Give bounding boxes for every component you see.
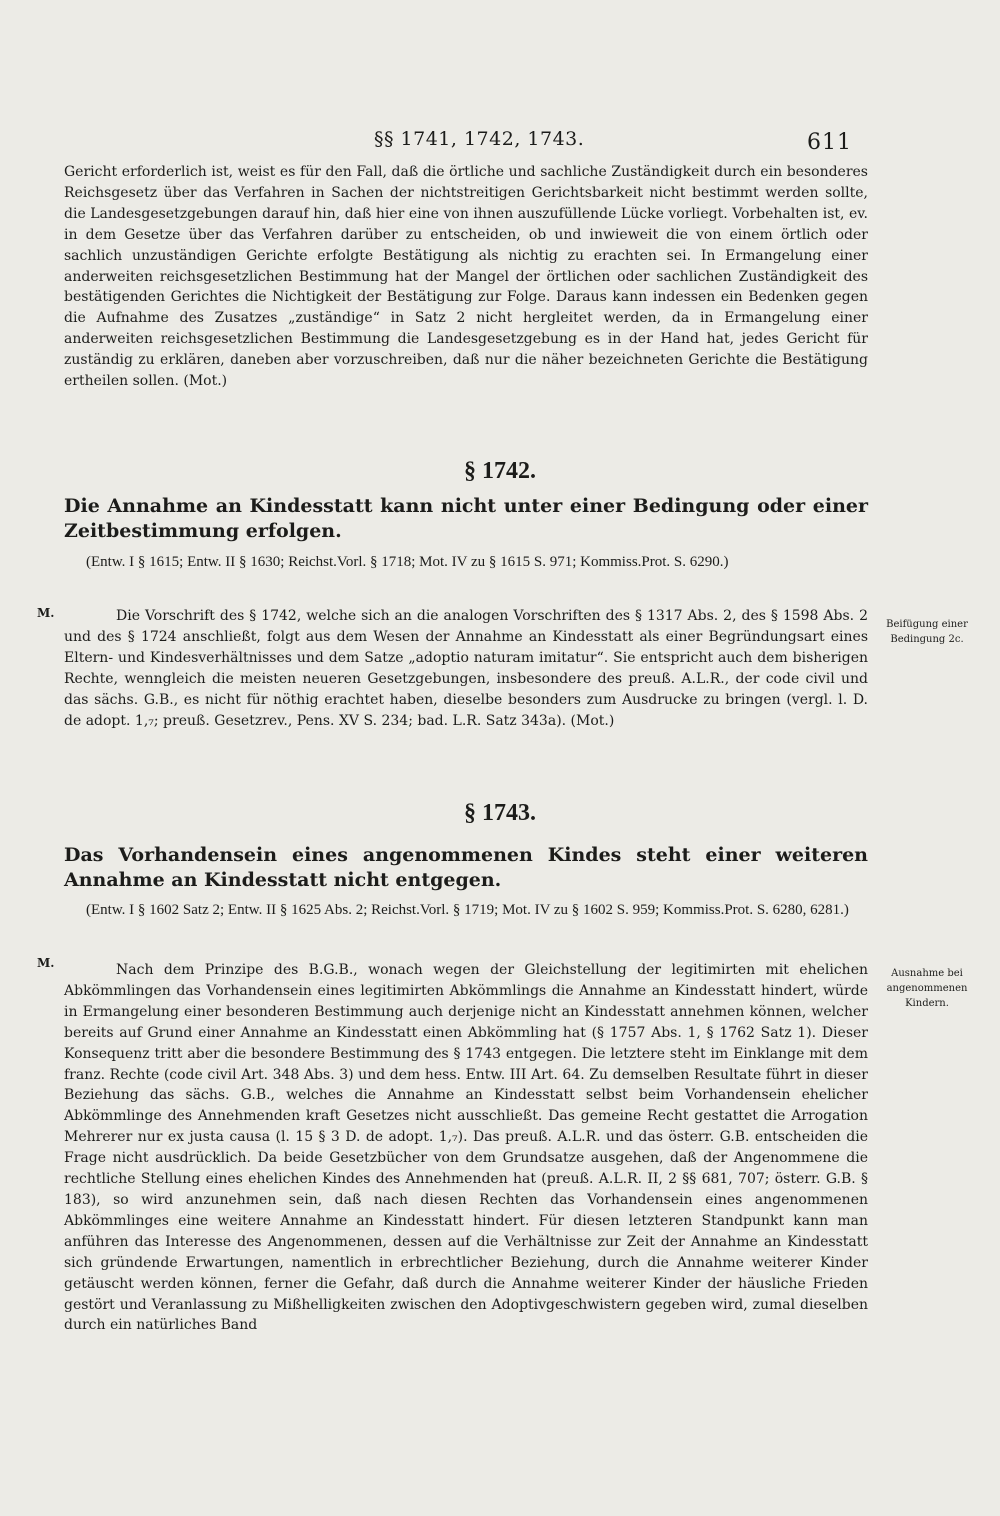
page-header [0, 122, 1000, 158]
section-1742-heading: § 1742. [464, 458, 536, 484]
margin-note-line: Kindern. [905, 998, 949, 1009]
margin-note-line: Ausnahme bei [891, 968, 963, 979]
page-number: 611 [807, 130, 852, 155]
margin-note-1742 [872, 617, 982, 647]
section-1743-heading: § 1743. [464, 800, 536, 826]
section-1742-commentary: Die Vorschrift des § 1742, welche sich an die analogen Vorschriften des § 1317 Abs. 2, des § 1598 Abs. 2 und des § 1724 anschließt, folgt aus dem Wesen der Annahme an Kindesstatt als einer Begründungsart eines Eltern- und Kindesverhältnisses und dem Satze „adoptio naturam imitatur“. Sie entspricht auch dem bisherigen Rechte, wenngleich die meisten neueren Gesetzgebungen, insbesondere des preuß. A.L.R., der code civil und das sächs. G.B., es nicht für nöthig erachtet haben, dieselbe besonders zum Ausdrucke zu bringen (vergl. l. D. de adopt. 1,₇; preuß. Gesetzrev., Pens. XV S. 234; bad. L.R. Satz 343a). (Mot.) [64, 608, 868, 729]
intro-paragraph: Gericht erforderlich ist, weist es für den Fall, daß die örtliche und sachliche Zuständigkeit durch ein besonderes Reichsgesetz über das Verfahren in Sachen der nichtstreitigen Gerichtsbarkeit nicht bestimmt werden sollte, die Landesgesetzgebungen darauf hin, daß hier eine von ihnen auszufüllende Lücke vorliegt. Vorbehalten ist, ev. in dem Gesetze über das Verfahren darüber zu entscheiden, ob und inwieweit die von einem örtlich oder sachlich unzuständigen Gerichte erfolgte Bestätigung als nichtig zu erachten sei. In Ermangelung einer anderweiten reichsgesetzlichen Bestimmung hat der Mangel der örtlichen oder sachlichen Zuständigkeit des bestätigenden Gerichtes die Nichtigkeit der Bestätigung zur Folge. Daraus kann indessen ein Bedenken gegen die Aufnahme des Zusatzes „zuständige“ in Satz 2 nicht hergleitet werden, da in Ermangelung einer anderweiten reichsgesetzlichen Bestimmung die Landesgesetzgebung es in der Hand hat, jedes Gericht für zuständig zu erklären, daneben aber vorzuschreiben, daß nur die näher bezeichneten Gerichte die Bestätigung ertheilen sollen. (Mot.) [64, 164, 868, 390]
section-1742-rule: Die Annahme an Kindesstatt kann nicht unter einer Bedingung oder einer Zeitbestimmung erfolgen. [64, 495, 868, 542]
margin-marker-m: M. [37, 956, 55, 970]
margin-note-1743 [872, 966, 982, 1011]
section-1743-rule: Das Vorhandensein eines angenommenen Kindes steht einer weiteren Annahme an Kindesstatt nicht entgegen. [64, 844, 868, 891]
margin-marker-m: M. [37, 606, 55, 620]
section-1743-commentary: Nach dem Prinzipe des B.G.B., wonach wegen der Gleichstellung der legitimirten mit ehelichen Abkömmlingen das Vorhandensein eines legitimirten Abkömmlings die Annahme an Kindesstatt hindert, würde in Ermangelung einer besonderen Bestimmung auch derjenige nicht an Kindesstatt annehmen können, welcher bereits auf Grund einer Annahme an Kindesstatt einen Abkömmling hat (§ 1757 Abs. 1, § 1762 Satz 1). Dieser Konsequenz tritt aber die besondere Bestimmung des § 1743 entgegen. Die letztere steht im Einklange mit dem franz. Rechte (code civil Art. 348 Abs. 3) und dem hess. Entw. III Art. 64. Zu demselben Resultate führt in dieser Beziehung das sächs. G.B., welches die Annahme an Kindesstatt selbst beim Vorhandensein ehelicher Abkömmlinge des Annehmenden kraft Gesetzes nicht ausschließt. Das gemeine Recht gestattet die Arrogation Mehrerer nur ex justa causa (l. 15 § 3 D. de adopt. 1,₇). Das preuß. A.L.R. und das österr. G.B. entscheiden die Frage nicht ausdrücklich. Da beide Gesetzbücher von dem Grundsatze ausgehen, daß der Angenommene die rechtliche Stellung eines ehelichen Kindes des Annehmenden hat (preuß. A.L.R. II, 2 §§ 681, 707; österr. G.B. § 183), so wird anzunehmen sein, daß nach diesen Rechten das Vorhandensein eines angenommenen Abkömmlinges eine weitere Annahme an Kindesstatt hindert. Für diesen letzteren Standpunkt kann man anführen das Interesse des Angenommenen, dessen auf die Verhältnisse zur Zeit der Annahme an Kindesstatt sich gründende Erwartungen, namentlich in erbrechtlicher Beziehung, durch die Annahme weiterer Kinder getäuscht werden können, ferner die Gefahr, daß durch die Annahme weiterer Kinder der häusliche Frieden gestört und Veranlassung zu Mißhelligkeiten zwischen den Adoptivgeschwistern gegeben wird, zumal dieselben durch ein natürliches Band [64, 962, 868, 1334]
margin-note-line: Beifügung einer [886, 619, 968, 630]
margin-note-line: angenommenen [886, 983, 968, 994]
running-header: §§ 1741, 1742, 1743. [374, 128, 585, 150]
margin-note-line: Bedingung 2c. [890, 634, 964, 645]
section-1743-citation: (Entw. I § 1602 Satz 2; Entw. II § 1625 Abs. 2; Reichst.Vorl. § 1719; Mot. IV zu § 1602 S. 959; Kommiss.Prot. S. 6280, 6281.) [86, 902, 849, 918]
section-1742-citation: (Entw. I § 1615; Entw. II § 1630; Reichst.Vorl. § 1718; Mot. IV zu § 1615 S. 971; Kommiss.Prot. S. 6290.) [86, 554, 729, 570]
